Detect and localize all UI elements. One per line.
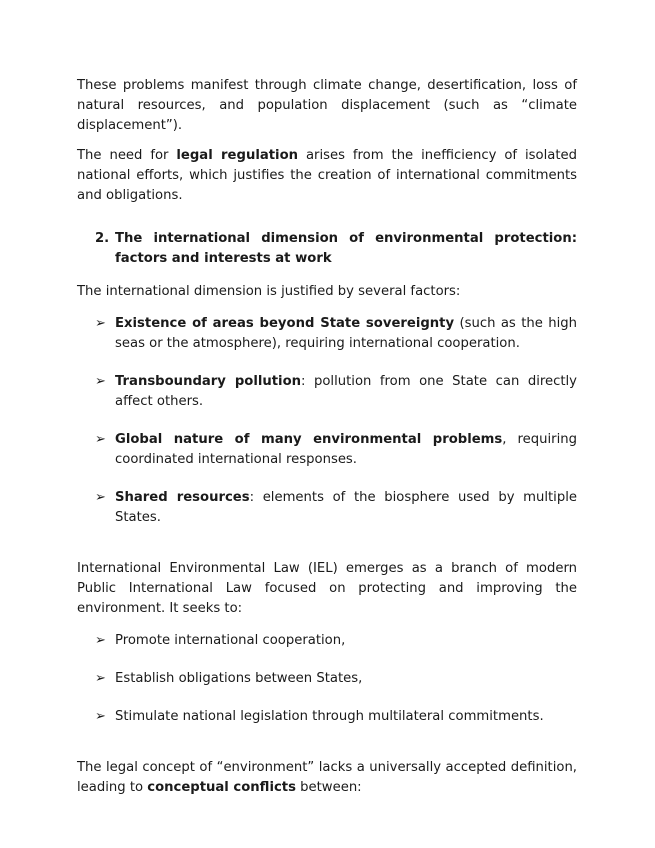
section-number: 2. bbox=[95, 231, 110, 246]
factor-text: : elements of the biosphere used by multiple States. bbox=[115, 490, 577, 525]
arrow-bullet-icon: ➢ bbox=[95, 633, 106, 648]
section-title: The international dimension of environmental protection: factors and interests at work bbox=[115, 231, 577, 266]
factor-text: (such as the high seas or the atmosphere), requiring international cooperation. bbox=[115, 316, 577, 351]
need-text-pre: The need for bbox=[77, 148, 177, 163]
factor-item bbox=[77, 430, 577, 470]
closing-paragraph bbox=[77, 758, 577, 798]
problems-paragraph: These problems manifest through climate change, desertification, loss of natural resources, and population displacement (such as “climate displacement”). bbox=[77, 78, 577, 133]
factor-text: , requiring coordinated international responses. bbox=[115, 432, 578, 467]
document-page bbox=[77, 76, 577, 798]
need-text-post: arises from the inefficiency of isolated national efforts, which justifies the creation of international commitments and obligations. bbox=[77, 148, 577, 203]
legal-regulation-paragraph bbox=[77, 146, 577, 206]
factors-intro: The international dimension is justified by several factors: bbox=[77, 284, 461, 299]
arrow-bullet-icon: ➢ bbox=[95, 709, 106, 724]
factor-item bbox=[77, 314, 577, 354]
factor-text: : pollution from one State can directly affect others. bbox=[115, 374, 577, 409]
arrow-bullet-icon: ➢ bbox=[95, 374, 106, 389]
factor-term: Transboundary pollution bbox=[115, 374, 302, 389]
factor-term: Shared resources bbox=[115, 490, 250, 505]
section-heading bbox=[77, 229, 577, 269]
aim-item bbox=[77, 707, 577, 727]
iel-paragraph: International Environmental Law (IEL) emerges as a branch of modern Public International Law focused on protecting and improving the environment. It seeks to: bbox=[77, 561, 577, 616]
factor-term: Global nature of many environmental problems bbox=[115, 432, 503, 447]
arrow-bullet-icon: ➢ bbox=[95, 671, 106, 686]
aim-text: Promote international cooperation, bbox=[115, 633, 346, 648]
aim-item bbox=[77, 631, 577, 651]
arrow-bullet-icon: ➢ bbox=[95, 490, 106, 505]
factor-item bbox=[77, 488, 577, 528]
conceptual-conflicts-term: conceptual conflicts bbox=[147, 780, 296, 795]
arrow-bullet-icon: ➢ bbox=[95, 316, 106, 331]
factor-term: Existence of areas beyond State sovereignty bbox=[115, 316, 455, 331]
aim-text: Establish obligations between States, bbox=[115, 671, 363, 686]
arrow-bullet-icon: ➢ bbox=[95, 432, 106, 447]
aim-text: Stimulate national legislation through multilateral commitments. bbox=[115, 709, 544, 724]
aim-item bbox=[77, 669, 577, 689]
legal-regulation-term: legal regulation bbox=[176, 148, 299, 163]
closing-text-post: between: bbox=[295, 780, 362, 795]
factor-item bbox=[77, 372, 577, 412]
closing-text-pre: The legal concept of “environment” lacks a universally accepted definition, leading to bbox=[77, 760, 577, 795]
